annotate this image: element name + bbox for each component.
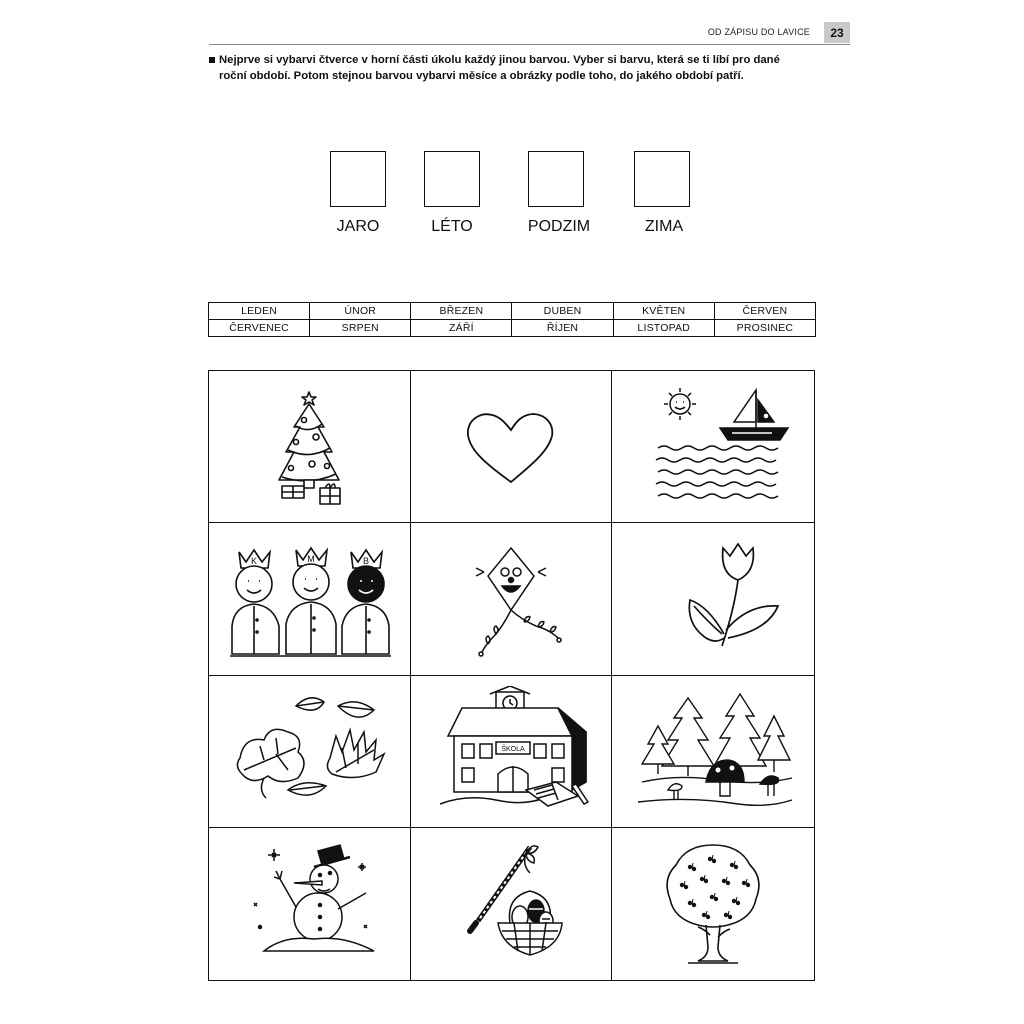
- three-kings-icon: [224, 534, 394, 664]
- months-row: [209, 303, 816, 320]
- school-icon: [426, 686, 596, 816]
- month-cell[interactable]: ŘÍJEN: [512, 320, 613, 337]
- king-letter: K: [251, 555, 258, 566]
- picture-sea-boat[interactable]: [612, 371, 814, 523]
- season-color-box-leto[interactable]: [424, 151, 480, 207]
- page-header: [209, 22, 850, 45]
- month-cell[interactable]: ČERVENEC: [209, 320, 310, 337]
- cherry-tree-icon: [628, 839, 798, 969]
- month-cell[interactable]: KVĚTEN: [613, 303, 714, 320]
- page-number: 23: [824, 22, 850, 43]
- boat-sun-icon: [628, 382, 798, 512]
- picture-autumn-leaves[interactable]: [209, 676, 411, 828]
- picture-easter-basket[interactable]: [411, 828, 613, 980]
- autumn-leaves-icon: [224, 686, 394, 816]
- instruction-text: Nejprve si vybarvi čtverce v horní části úkolu každý jinou barvou. Vyber si barvu, která se ti líbí pro dané roční období. Potom stejnou barvou vybarvi měsíce a obrázky podle toho, do jakého období patří.: [219, 54, 780, 82]
- month-cell[interactable]: BŘEZEN: [411, 303, 512, 320]
- month-cell[interactable]: PROSINEC: [714, 320, 815, 337]
- king-letter: M: [307, 553, 316, 564]
- picture-grid: [208, 370, 815, 981]
- season-color-box-zima[interactable]: [634, 151, 690, 207]
- month-cell[interactable]: ÚNOR: [310, 303, 411, 320]
- season-label-podzim: PODZIM: [527, 218, 591, 235]
- header-title: OD ZÁPISU DO LAVICE: [707, 27, 810, 37]
- picture-snowman[interactable]: [209, 828, 411, 980]
- heart-icon: [426, 382, 596, 512]
- picture-three-kings[interactable]: [209, 523, 411, 675]
- picture-school[interactable]: [411, 676, 613, 828]
- month-cell[interactable]: LEDEN: [209, 303, 310, 320]
- picture-kite[interactable]: [411, 523, 613, 675]
- months-row: [209, 320, 816, 337]
- month-cell[interactable]: ZÁŘÍ: [411, 320, 512, 337]
- snowman-icon: [224, 839, 394, 969]
- easter-basket-icon: [426, 839, 596, 969]
- picture-tulip[interactable]: [612, 523, 814, 675]
- picture-cherry-tree[interactable]: [612, 828, 814, 980]
- school-sign: ŠKOLA: [501, 746, 525, 754]
- season-label-zima: ZIMA: [644, 218, 684, 235]
- christmas-tree-icon: [224, 382, 394, 512]
- picture-forest-mushrooms[interactable]: [612, 676, 814, 828]
- king-letter: B: [363, 555, 370, 566]
- month-cell[interactable]: DUBEN: [512, 303, 613, 320]
- picture-heart[interactable]: [411, 371, 613, 523]
- forest-mushrooms-icon: [628, 686, 798, 816]
- season-color-box-jaro[interactable]: [330, 151, 386, 207]
- task-instruction: [209, 52, 809, 84]
- season-label-leto: LÉTO: [431, 218, 473, 235]
- month-cell[interactable]: ČERVEN: [714, 303, 815, 320]
- picture-christmas-tree[interactable]: [209, 371, 411, 523]
- season-color-box-podzim[interactable]: [528, 151, 584, 207]
- season-label-jaro: JARO: [336, 218, 380, 235]
- tulip-icon: [628, 534, 798, 664]
- bullet-icon: [209, 57, 215, 63]
- month-cell[interactable]: LISTOPAD: [613, 320, 714, 337]
- months-table: [208, 302, 816, 337]
- month-cell[interactable]: SRPEN: [310, 320, 411, 337]
- kite-icon: [426, 534, 596, 664]
